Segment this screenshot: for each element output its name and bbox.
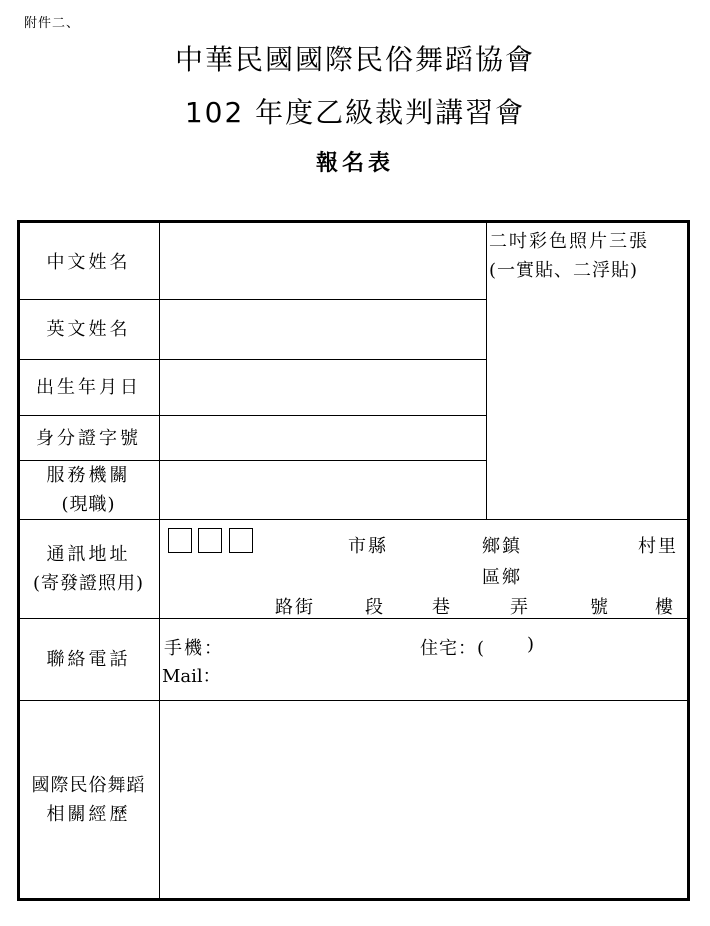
annex-label: 附件二、 [24,16,81,31]
mail-label: Mail： [162,666,221,687]
alley-label: 弄 [510,597,530,618]
chinese-name-label: 中文姓名 [46,252,131,273]
lane-label: 巷 [432,597,452,618]
photo-mount-text: (一實貼、二浮貼) [489,260,639,281]
road-street-label: 路街 [275,597,315,618]
home-phone-label: 住宅：( [420,638,486,659]
phone-label: 聯絡電話 [46,649,131,670]
district-label: 區鄉 [482,567,522,588]
employer-sublabel: (現職) [61,494,116,515]
experience-field[interactable] [162,703,686,897]
section-label: 段 [365,597,385,618]
id-number-field[interactable] [162,418,484,458]
english-name-label: 英文姓名 [46,319,131,340]
floor-label: 樓 [655,597,675,618]
birth-date-field[interactable] [162,362,484,413]
photo-size-text: 二吋彩色照片三張 [489,231,649,252]
address-label: 通訊地址 [46,544,131,565]
row-divider [19,359,487,360]
form-title: 報名表 [315,150,394,176]
experience-sublabel: 相關經歷 [46,804,131,825]
experience-label: 國際民俗舞蹈 [31,775,146,796]
mobile-label: 手機： [164,638,224,659]
id-number-label: 身分證字號 [36,428,141,449]
employer-field[interactable] [162,463,484,517]
home-phone-close: ) [527,634,537,655]
postal-code-box[interactable] [198,528,222,553]
village-label: 村里 [638,536,678,557]
event-title: 102 年度乙級裁判講習會 [184,96,526,129]
address-sublabel: (寄發證照用) [32,573,145,594]
association-title: 中華民國國際民俗舞蹈協會 [174,43,535,76]
township-label: 鄉鎮 [482,536,522,557]
chinese-name-field[interactable] [162,225,484,297]
row-divider [19,415,487,416]
row-divider [19,618,688,619]
number-label: 號 [590,597,610,618]
row-divider [19,700,688,701]
city-county-label: 市縣 [348,536,388,557]
birth-date-label: 出生年月日 [36,377,141,398]
english-name-field[interactable] [162,302,484,357]
employer-label: 服務機關 [46,465,131,486]
photo-column-divider [486,222,487,520]
row-divider [19,299,487,300]
postal-code-box[interactable] [229,528,253,553]
photo-instructions [489,227,649,285]
postal-code-box[interactable] [168,528,192,553]
